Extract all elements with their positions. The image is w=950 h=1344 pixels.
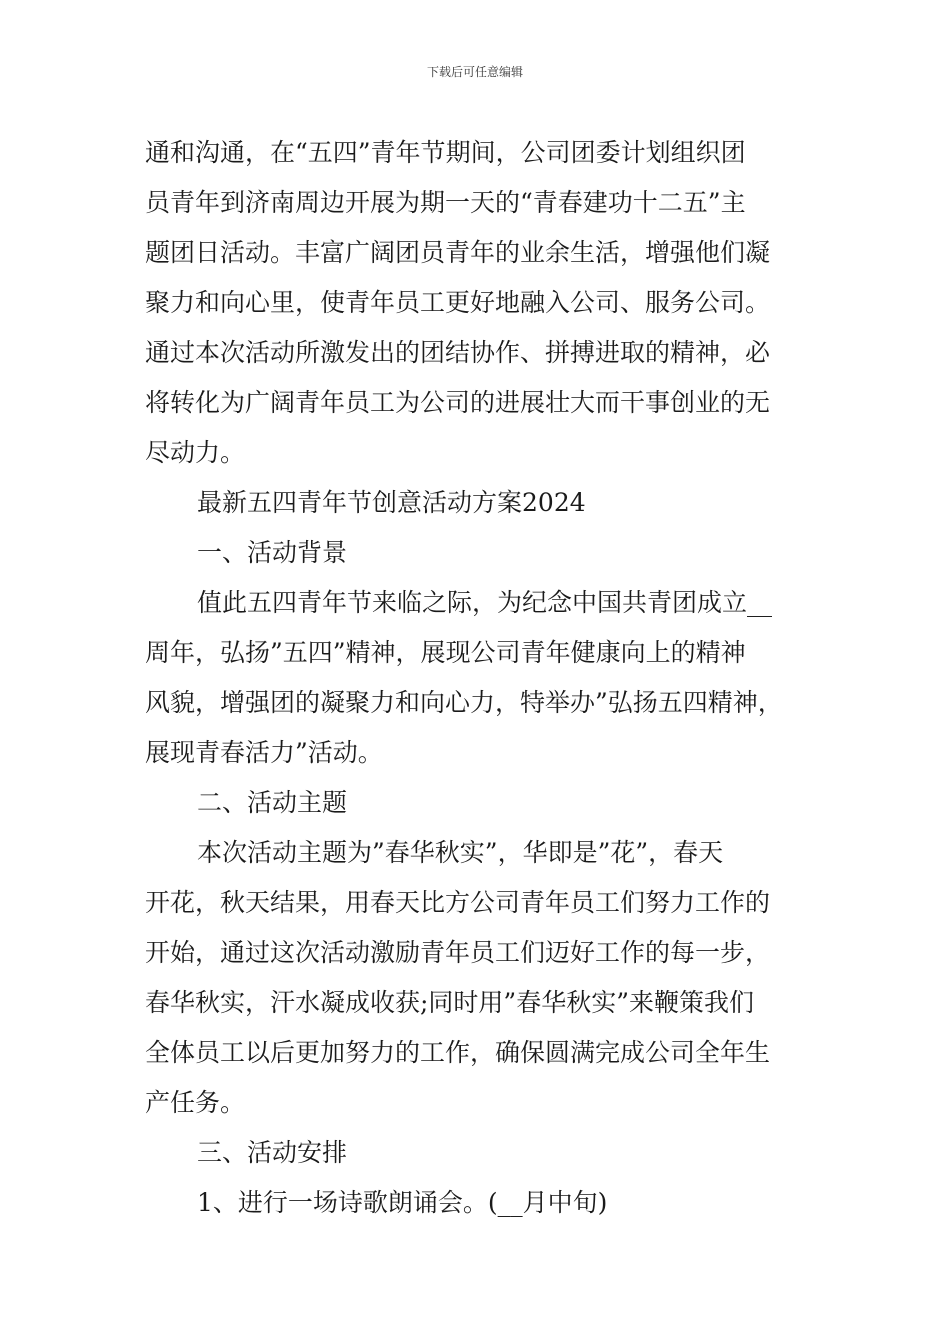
body-line: 展现青春活力”活动。: [145, 738, 383, 767]
body-line: 开始，通过这次活动激励青年员工们迈好工作的每一步，: [145, 938, 771, 967]
body-line: 产任务。: [145, 1088, 246, 1117]
body-line: 开花，秋天结果，用春天比方公司青年员工们努力工作的: [145, 888, 771, 917]
body-line: 周年，弘扬”五四”精神，展现公司青年健康向上的精神: [145, 638, 746, 667]
body-line: 通和沟通，在“五四”青年节期间，公司团委计划组织团: [145, 138, 746, 167]
list-item: 1、进行一场诗歌朗诵会。(__月中旬): [197, 1188, 608, 1217]
body-line: 尽动力。: [145, 438, 246, 467]
section-heading-arrangement: 三、活动安排: [197, 1138, 348, 1167]
body-line: 全体员工以后更加努力的工作，确保圆满完成公司全年生: [145, 1038, 771, 1067]
body-line: 春华秋实，汗水凝成收获;同时用”春华秋实”来鞭策我们: [145, 988, 754, 1017]
document-body: [145, 128, 817, 1228]
page-header: 下载后可任意编辑: [426, 65, 523, 79]
section-title: 最新五四青年节创意活动方案2024: [197, 488, 586, 517]
paragraph-start: 本次活动主题为”春华秋实”，华即是”花”，春天: [197, 838, 724, 867]
body-line: 将转化为广阔青年员工为公司的进展壮大而干事创业的无: [145, 388, 771, 417]
body-line: 通过本次活动所激发出的团结协作、拼搏进取的精神，必: [145, 338, 771, 367]
body-line: 聚力和向心里，使青年员工更好地融入公司、服务公司。: [145, 288, 771, 317]
section-heading-background: 一、活动背景: [197, 538, 348, 567]
body-line: 风貌，增强团的凝聚力和向心力，特举办”弘扬五四精神，: [145, 688, 783, 717]
body-line: 员青年到济南周边开展为期一天的“青春建功十二五”主: [145, 188, 746, 217]
section-heading-theme: 二、活动主题: [197, 788, 348, 817]
body-line: 题团日活动。丰富广阔团员青年的业余生活，增强他们凝: [145, 238, 771, 267]
paragraph-start: 值此五四青年节来临之际，为纪念中国共青团成立__: [197, 588, 773, 617]
